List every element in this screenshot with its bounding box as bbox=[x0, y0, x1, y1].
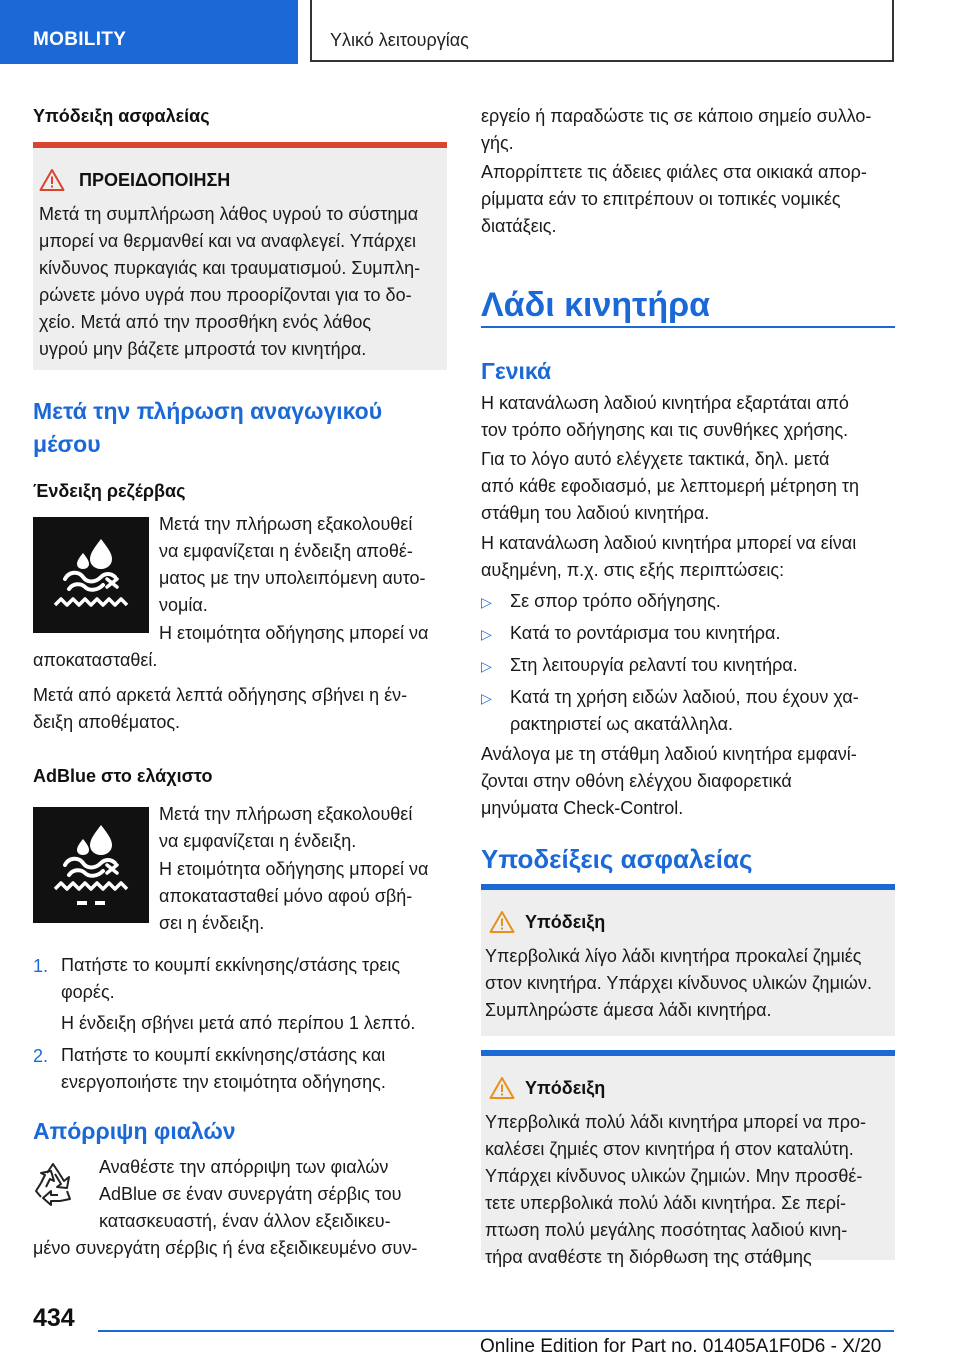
step-text: Πατήστε το κουμπί εκκίνησης/στάσης και ενεργοποιήστε την ετοιμότητα οδήγησης. bbox=[61, 1045, 386, 1092]
list-item-text: Στη λειτουργία ρελαντί του κινητήρα. bbox=[510, 655, 798, 675]
step-subtext: Η ένδειξη σβήνει μετά από περίπου 1 λεπτό. bbox=[61, 1013, 416, 1033]
reserve-ready-text: Η ετοιμότητα οδήγησης μπορεί να bbox=[159, 623, 429, 643]
general-paragraph-3: Η κατανάλωση λαδιού κινητήρα μπορεί να είναι αυξημένη, π.χ. στις εξής περιπτώσεις: bbox=[481, 533, 857, 580]
heading-rule bbox=[481, 326, 895, 328]
note-bar bbox=[481, 884, 895, 890]
reserve-text: Μετά την πλήρωση εξακολουθεί να εμφανίζεται η ένδειξη αποθέ- ματος με την υπολειπόμενη αυτο- νομία. bbox=[159, 514, 426, 615]
disposal-continuation: εργείο ή παραδώστε τις σε κάποιο σημείο συλλο- γής. bbox=[481, 106, 872, 153]
note-title: Υπόδειξη bbox=[525, 1078, 606, 1098]
edition-text: Online Edition for Part no. 01405A1F0D6 - X/20 bbox=[480, 1336, 882, 1357]
adblue-min-ready-text: Η ετοιμότητα οδήγησης μπορεί να αποκατασταθεί μόνο αφού σβή- σει η ένδειξη. bbox=[159, 859, 429, 933]
list-item-text: Κατά τη χρήση ειδών λαδιού, που έχουν χα- ρακτηριστεί ως ακατάλληλα. bbox=[510, 687, 859, 734]
triangle-bullet-icon: ▷ bbox=[481, 626, 492, 642]
warning-bar bbox=[33, 142, 447, 148]
reserve-after-text: Μετά από αρκετά λεπτά οδήγησης σβήνει η έν- δειξη αποθέματος. bbox=[33, 685, 408, 732]
warning-triangle-icon bbox=[39, 168, 65, 192]
step-number: 1. bbox=[33, 956, 49, 976]
safety-note-title: Υπόδειξη ασφαλείας bbox=[33, 106, 210, 126]
empty-bottles-text: Απορρίπτετε τις άδειες φιάλες στα οικιακά απορ- ρίμματα εάν το επιτρέπουν οι τοπικές νομικές διατάξεις. bbox=[481, 162, 867, 236]
recycle-icon bbox=[33, 1161, 73, 1207]
warning-title: ΠΡΟΕΙΔΟΠΟΙΗΣΗ bbox=[79, 170, 231, 190]
disposal-heading: Απόρριψη φιαλών bbox=[33, 1118, 236, 1144]
reserve-ready-text-cont: αποκατασταθεί. bbox=[33, 650, 158, 670]
section-tab bbox=[0, 0, 298, 64]
caution-triangle-icon bbox=[489, 1076, 515, 1100]
list-item-text: Κατά το ροντάρισμα του κινητήρα. bbox=[510, 623, 781, 643]
check-control-text: Ανάλογα με τη στάθμη λαδιού κινητήρα εμφανί- ζονται στην οθόνη ελέγχου διαφορετικά μηνύματα Check-Control. bbox=[481, 744, 857, 818]
adblue-min-text: Μετά την πλήρωση εξακολουθεί να εμφανίζεται η ένδειξη. bbox=[159, 804, 413, 851]
triangle-bullet-icon: ▷ bbox=[481, 594, 492, 610]
after-fill-heading: Μετά την πλήρωση αναγωγικού μέσου bbox=[33, 398, 383, 457]
caution-triangle-icon bbox=[489, 910, 515, 934]
footer-rule bbox=[98, 1330, 894, 1332]
section-label: MOBILITY bbox=[33, 29, 127, 50]
page-number: 434 bbox=[33, 1304, 75, 1332]
warning-text: Μετά τη συμπλήρωση λάθος υγρού το σύστημα μπορεί να θερμανθεί και να αναφλεγεί. Υπάρχει κίνδυνος πυρκαγιάς και τραυματισμού. Συμπλη- ρώνετε μόνο υγρά που προορίζονται για το δο- χείο. Μετά από την προσθήκη ενός λάθος υγρού μην βάζετε μπροστά τον κινητήρα. bbox=[39, 204, 421, 359]
step-number: 2. bbox=[33, 1046, 49, 1066]
note-bar bbox=[481, 1050, 895, 1056]
disposal-text-cont: μένο συνεργάτη σέρβις ή ένα εξειδικευμένο συν- bbox=[33, 1238, 418, 1258]
general-paragraph-2: Για το λόγο αυτό ελέγχετε τακτικά, δηλ. μετά από κάθε εφοδιασμό, με λεπτομερή μέτρηση τη στάθμη του λαδιού κινητήρα. bbox=[481, 449, 860, 523]
disposal-text: Αναθέστε την απόρριψη των φιαλών AdBlue σε έναν συνεργάτη σέρβις του κατασκευαστή, έναν άλλον εξειδικευ- bbox=[99, 1157, 402, 1231]
reserve-heading: Ένδειξη ρεζέρβας bbox=[33, 481, 186, 501]
reserve-indicator-icon bbox=[33, 517, 149, 633]
triangle-bullet-icon: ▷ bbox=[481, 690, 492, 706]
engine-oil-heading: Λάδι κινητήρα bbox=[481, 286, 711, 324]
triangle-bullet-icon: ▷ bbox=[481, 658, 492, 674]
note-box-1 bbox=[481, 884, 895, 1036]
safety-notes-heading: Υποδείξεις ασφαλείας bbox=[481, 844, 753, 874]
step-text: Πατήστε το κουμπί εκκίνησης/στάσης τρεις φορές. bbox=[61, 955, 401, 1002]
chapter-header bbox=[310, 0, 894, 62]
adblue-min-heading: AdBlue στο ελάχιστο bbox=[33, 766, 213, 786]
general-paragraph-1: Η κατανάλωση λαδιού κινητήρα εξαρτάται από τον τρόπο οδήγησης και τις συνθήκες χρήσης. bbox=[481, 393, 849, 440]
note-text: Υπερβολικά λίγο λάδι κινητήρα προκαλεί ζημιές στον κινητήρα. Υπάρχει κίνδυνος υλικών ζημιών. Συμπληρώστε άμεσα λάδι κινητήρα. bbox=[485, 946, 872, 1020]
note-box-2 bbox=[481, 1050, 895, 1267]
warning-box bbox=[33, 142, 447, 370]
adblue-min-indicator-icon bbox=[33, 807, 149, 923]
general-heading: Γενικά bbox=[481, 358, 552, 384]
list-item-text: Σε σπορ τρόπο οδήγησης. bbox=[510, 591, 721, 611]
chapter-label: Υλικό λειτουργίας bbox=[330, 30, 469, 50]
note-text: Υπερβολικά πολύ λάδι κινητήρα μπορεί να προ- καλέσει ζημιές στον κινητήρα ή στον καταλύτη. Υπάρχει κίνδυνος υλικών ζημιών. Μην προσθέ- τετε υπερβολικά πολύ λάδι κινητήρα. Σε περί- πτωση πολύ μεγάλης ποσότητας λαδιού κινη- τήρα αναθέστε τη διόρθωση της στάθμης bbox=[485, 1112, 866, 1267]
note-title: Υπόδειξη bbox=[525, 912, 606, 932]
